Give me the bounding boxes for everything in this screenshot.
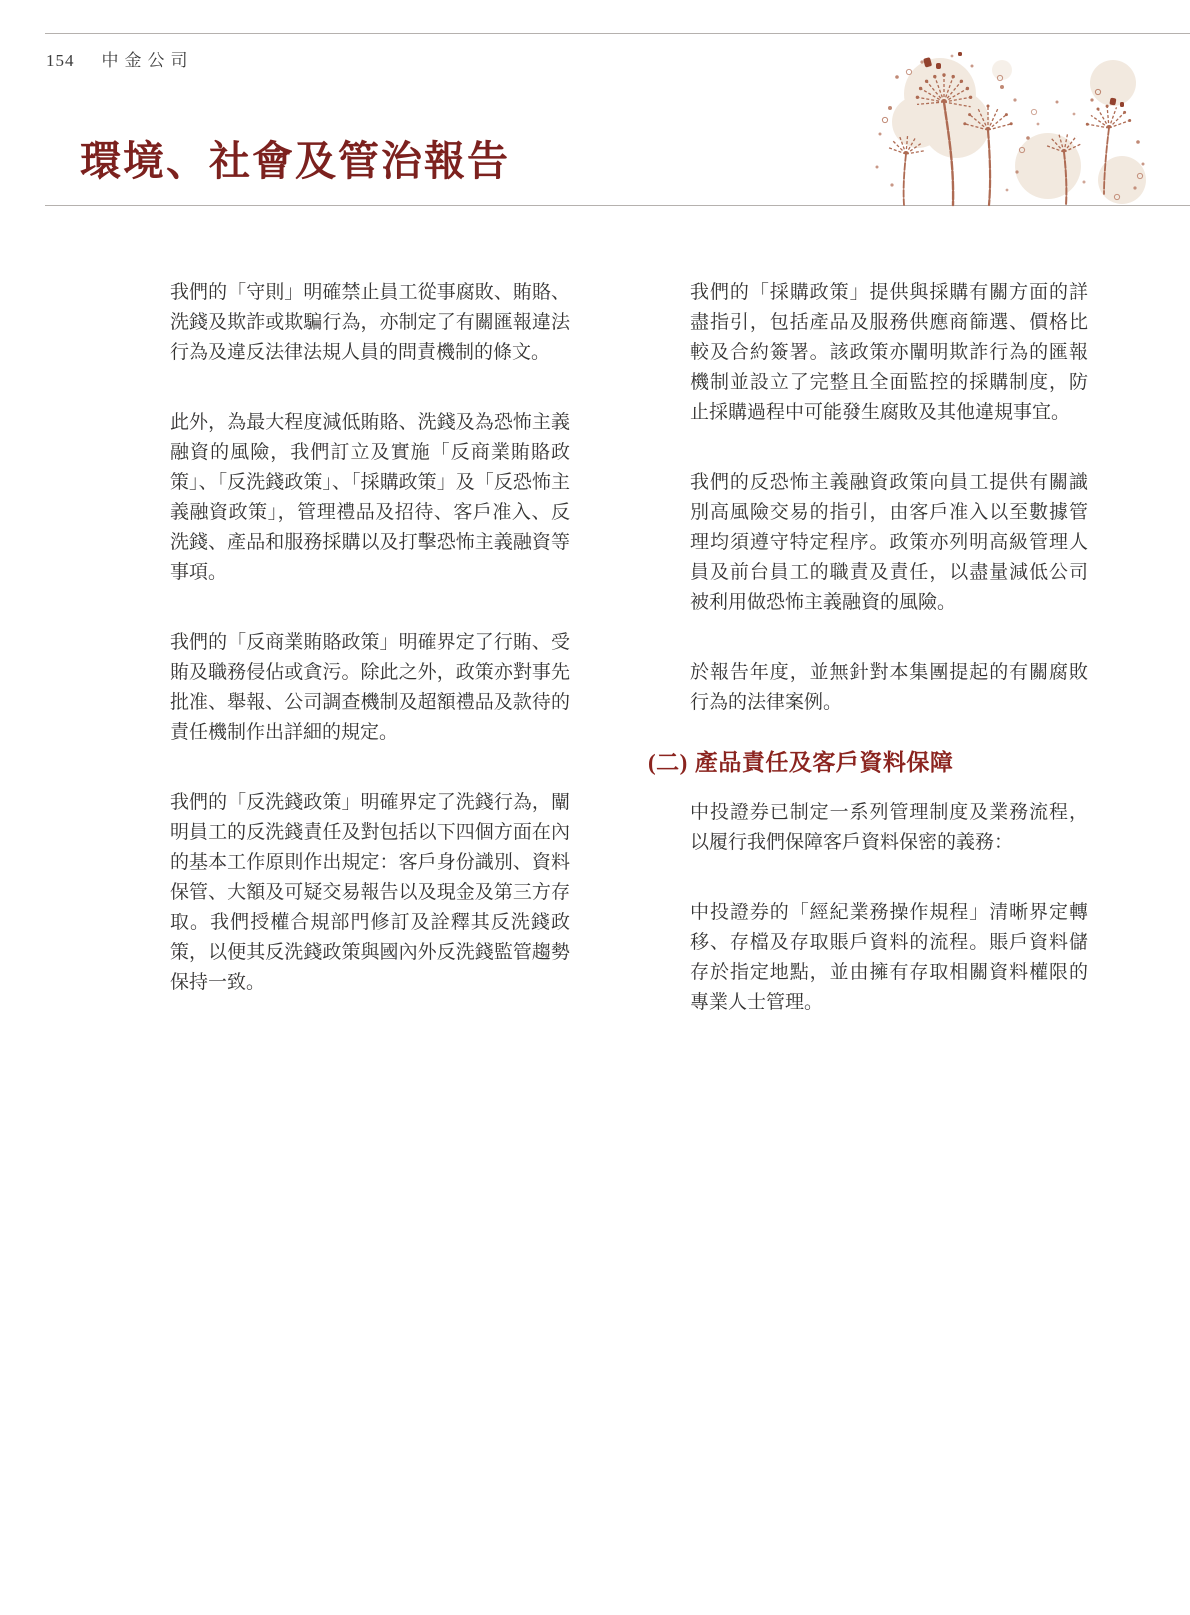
paragraph: 於報告年度，並無針對本集團提起的有關腐敗行為的法律案例。 [690, 662, 1088, 713]
paragraph: 此外，為最大程度減低賄賂、洗錢及為恐怖主義融資的風險，我們訂立及實施「反商業賄賂政策」、「反洗錢政策」、「採購政策」及「反恐怖主義融資政策」，管理禮品及招待、客戶准入、反洗錢、產品和服務採購以及打擊恐怖主義融資等事項。 [170, 412, 570, 583]
dandelion-head [1087, 106, 1129, 128]
top-rule [45, 33, 1190, 34]
paragraph: 我們的「反洗錢政策」明確界定了洗錢行為，闡明員工的反洗錢責任及對包括以下四個方面在內的基本工作原則作出規定：客戶身份識別、資料保管、大額及可疑交易報告以及現金及第三方存取。我們授權合規部門修訂及詮釋其反洗錢政策，以便其反洗錢政策與國內外反洗錢監管趨勢保持一致。 [170, 792, 570, 993]
section-heading [648, 748, 1088, 778]
section-number: (二) [648, 750, 688, 775]
paragraph: 我們的「採購政策」提供與採購有關方面的詳盡指引，包括產品及服務供應商篩選、價格比較及合約簽署。該政策亦闡明欺詐行為的匯報機制並設立了完整且全面監控的採購制度，防止採購過程中可能發生腐敗及其他違規事宜。 [690, 282, 1088, 423]
page-header [46, 46, 194, 71]
right-column [648, 278, 1088, 1058]
paragraph: 我們的「守則」明確禁止員工從事腐敗、賄賂、洗錢及欺詐或欺騙行為，亦制定了有關匯報違法行為及違反法律法規人員的問責機制的條文。 [170, 282, 570, 363]
section-title: 產品責任及客戶資料保障 [694, 750, 954, 775]
paragraph: 我們的「反商業賄賂政策」明確界定了行賄、受賄及職務侵佔或貪污。除此之外，政策亦對事先批准、舉報、公司調查機制及超額禮品及款待的責任機制作出詳細的規定。 [170, 632, 570, 743]
left-column [170, 278, 570, 1038]
paragraph: 中投證券已制定一系列管理制度及業務流程，以履行我們保障客戶資料保密的義務： [690, 802, 1088, 853]
company-name: 中金公司 [101, 51, 194, 70]
paragraph: 我們的反恐怖主義融資政策向員工提供有關識別高風險交易的指引，由客戶准入以至數據管理均須遵守特定程序。政策亦列明高級管理人員及前台員工的職責及責任，以盡量減低公司被利用做恐怖主義融資的風險。 [690, 472, 1088, 613]
page-number: 154 [46, 51, 75, 70]
dandelion-illustration [852, 42, 1152, 207]
page-title: 環境、社會及管治報告 [80, 138, 510, 184]
paragraph: 中投證券的「經紀業務操作規程」清晰界定轉移、存檔及存取賬戶資料的流程。賬戶資料儲存於指定地點，並由擁有存取相關資料權限的專業人士管理。 [690, 902, 1088, 1013]
